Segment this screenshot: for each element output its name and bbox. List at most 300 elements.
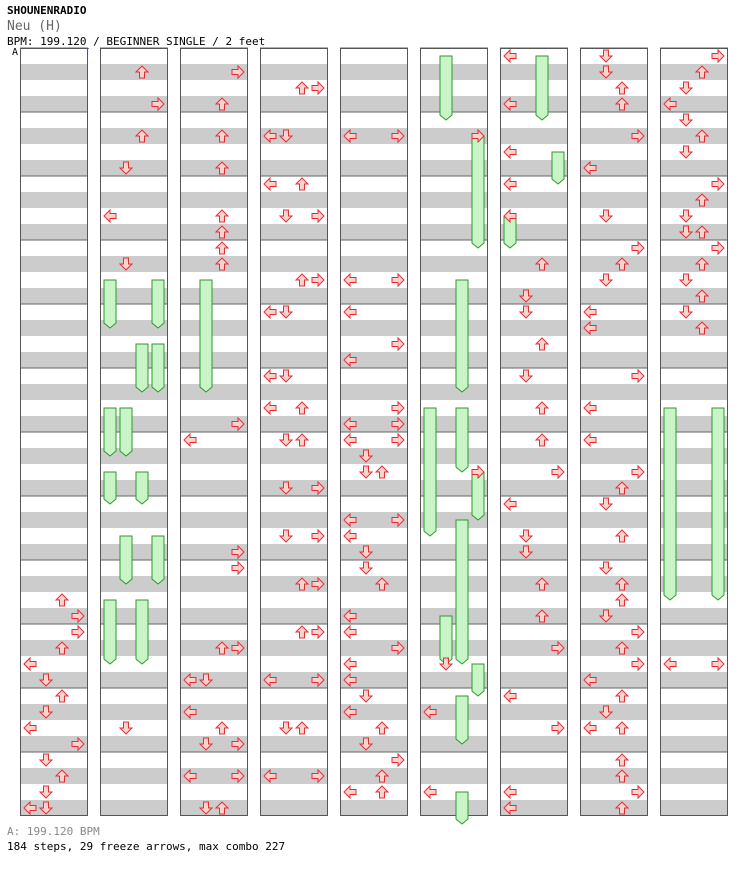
beat-stripe — [260, 608, 328, 624]
beat-stripe — [660, 368, 728, 384]
beat-stripe — [660, 736, 728, 752]
beat-stripe — [100, 256, 168, 272]
beat-stripe — [500, 608, 568, 624]
freeze-arrow — [456, 280, 468, 392]
beat-stripe — [180, 352, 248, 368]
beat-stripe — [660, 192, 728, 208]
beat-stripe — [340, 544, 408, 560]
beat-stripe — [100, 176, 168, 192]
beat-stripe — [500, 304, 568, 320]
beat-stripe — [260, 512, 328, 528]
beat-stripe — [260, 352, 328, 368]
freeze-arrow — [136, 600, 148, 664]
beat-stripe — [500, 480, 568, 496]
beat-stripe — [580, 48, 648, 64]
beat-stripe — [420, 624, 488, 640]
beat-stripe — [500, 400, 568, 416]
beat-stripe — [660, 80, 728, 96]
beat-stripe — [580, 704, 648, 720]
beat-stripe — [340, 160, 408, 176]
song-title: SHOUNENRADIO — [7, 4, 87, 17]
beat-stripe — [260, 224, 328, 240]
beat-stripe — [340, 592, 408, 608]
beat-stripe — [20, 496, 88, 512]
beat-stripe — [500, 592, 568, 608]
beat-stripe — [100, 224, 168, 240]
beat-stripe — [580, 640, 648, 656]
beat-stripe — [20, 432, 88, 448]
beat-stripe — [660, 352, 728, 368]
beat-stripe — [580, 176, 648, 192]
beat-stripe — [20, 112, 88, 128]
beat-stripe — [260, 784, 328, 800]
chart-info: BPM: 199.120 / BEGINNER SINGLE / 2 feet — [7, 35, 266, 48]
beat-stripe — [100, 240, 168, 256]
beat-stripe — [260, 720, 328, 736]
beat-stripe — [260, 544, 328, 560]
beat-stripe — [420, 752, 488, 768]
beat-stripe — [260, 448, 328, 464]
beat-stripe — [180, 720, 248, 736]
beat-stripe — [580, 416, 648, 432]
beat-stripe — [500, 560, 568, 576]
beat-stripe — [420, 768, 488, 784]
beat-stripe — [500, 432, 568, 448]
freeze-arrow — [456, 520, 468, 664]
beat-stripe — [340, 320, 408, 336]
beat-stripe — [100, 784, 168, 800]
beat-stripe — [420, 352, 488, 368]
freeze-arrow — [104, 600, 116, 664]
beat-stripe — [420, 256, 488, 272]
beat-stripe — [660, 272, 728, 288]
beat-stripe — [660, 224, 728, 240]
beat-stripe — [180, 608, 248, 624]
beat-stripe — [340, 720, 408, 736]
beat-stripe — [580, 384, 648, 400]
beat-stripe — [180, 80, 248, 96]
beat-stripe — [180, 448, 248, 464]
beat-stripe — [580, 80, 648, 96]
beat-stripe — [20, 160, 88, 176]
freeze-arrow — [120, 536, 132, 584]
beat-stripe — [260, 688, 328, 704]
beat-stripe — [660, 288, 728, 304]
beat-stripe — [500, 512, 568, 528]
beat-stripe — [660, 112, 728, 128]
beat-stripe — [500, 272, 568, 288]
beat-stripe — [180, 240, 248, 256]
beat-stripe — [100, 704, 168, 720]
beat-stripe — [20, 688, 88, 704]
beat-stripe — [180, 496, 248, 512]
beat-stripe — [660, 160, 728, 176]
beat-stripe — [100, 144, 168, 160]
beat-stripe — [420, 384, 488, 400]
beat-stripe — [420, 288, 488, 304]
beat-stripe — [260, 64, 328, 80]
beat-stripe — [20, 512, 88, 528]
beat-stripe — [340, 48, 408, 64]
beat-stripe — [180, 304, 248, 320]
beat-stripe — [260, 96, 328, 112]
beat-stripe — [660, 144, 728, 160]
freeze-arrow — [664, 408, 676, 600]
beat-stripe — [420, 368, 488, 384]
beat-stripe — [340, 96, 408, 112]
beat-stripe — [580, 272, 648, 288]
beat-stripe — [260, 640, 328, 656]
beat-stripe — [660, 608, 728, 624]
beat-stripe — [420, 96, 488, 112]
beat-stripe — [340, 112, 408, 128]
beat-stripe — [420, 720, 488, 736]
beat-stripe — [180, 272, 248, 288]
beat-stripe — [100, 192, 168, 208]
beat-stripe — [100, 160, 168, 176]
beat-stripe — [340, 368, 408, 384]
beat-stripe — [100, 752, 168, 768]
beat-stripe — [180, 176, 248, 192]
beat-stripe — [260, 416, 328, 432]
beat-stripe — [180, 512, 248, 528]
beat-stripe — [20, 192, 88, 208]
beat-stripe — [260, 48, 328, 64]
beat-stripe — [660, 752, 728, 768]
beat-stripe — [260, 560, 328, 576]
beat-stripe — [500, 256, 568, 272]
beat-stripe — [500, 112, 568, 128]
freeze-arrow — [104, 472, 116, 504]
beat-stripe — [660, 64, 728, 80]
beat-stripe — [180, 528, 248, 544]
beat-stripe — [500, 624, 568, 640]
freeze-arrow — [136, 472, 148, 504]
beat-stripe — [20, 784, 88, 800]
beat-stripe — [580, 192, 648, 208]
freeze-arrow — [200, 280, 212, 392]
beat-stripe — [180, 368, 248, 384]
beat-stripe — [180, 112, 248, 128]
beat-stripe — [500, 752, 568, 768]
beat-stripe — [260, 736, 328, 752]
beat-stripe — [500, 528, 568, 544]
beat-stripe — [660, 800, 728, 816]
beat-stripe — [420, 592, 488, 608]
beat-stripe — [260, 432, 328, 448]
beat-stripe — [20, 400, 88, 416]
beat-stripe — [500, 336, 568, 352]
beat-stripe — [420, 576, 488, 592]
beat-stripe — [100, 48, 168, 64]
beat-stripe — [260, 256, 328, 272]
beat-stripe — [660, 256, 728, 272]
beat-stripe — [100, 720, 168, 736]
difficulty-label: Neu (H) — [7, 19, 62, 34]
beat-stripe — [580, 528, 648, 544]
beat-stripe — [500, 384, 568, 400]
beat-stripe — [420, 736, 488, 752]
beat-stripe — [500, 128, 568, 144]
beat-stripe — [20, 768, 88, 784]
beat-stripe — [660, 208, 728, 224]
beat-stripe — [260, 144, 328, 160]
beat-stripe — [340, 496, 408, 512]
beat-stripe — [580, 64, 648, 80]
beat-stripe — [20, 368, 88, 384]
beat-stripe — [340, 176, 408, 192]
beat-stripe — [180, 384, 248, 400]
beat-stripe — [20, 128, 88, 144]
beat-stripe — [180, 624, 248, 640]
beat-stripe — [260, 112, 328, 128]
beat-stripe — [260, 288, 328, 304]
beat-stripe — [20, 64, 88, 80]
beat-stripe — [180, 752, 248, 768]
beat-stripe — [500, 448, 568, 464]
beat-stripe — [420, 320, 488, 336]
beat-stripe — [660, 320, 728, 336]
beat-stripe — [580, 496, 648, 512]
freeze-arrow — [120, 408, 132, 456]
freeze-arrow — [104, 408, 116, 456]
beat-stripe — [20, 592, 88, 608]
beat-stripe — [340, 64, 408, 80]
beat-stripe — [180, 96, 248, 112]
beat-stripe — [180, 336, 248, 352]
beat-stripe — [20, 528, 88, 544]
beat-stripe — [660, 688, 728, 704]
beat-stripe — [420, 112, 488, 128]
freeze-arrow — [152, 344, 164, 392]
beat-stripe — [580, 448, 648, 464]
freeze-arrow — [424, 408, 436, 536]
beat-stripe — [180, 224, 248, 240]
beat-stripe — [420, 560, 488, 576]
beat-stripe — [20, 336, 88, 352]
beat-stripe — [100, 112, 168, 128]
beat-stripe — [580, 544, 648, 560]
beat-stripe — [20, 384, 88, 400]
beat-stripe — [20, 96, 88, 112]
beat-stripe — [500, 544, 568, 560]
beat-stripe — [260, 704, 328, 720]
beat-stripe — [20, 352, 88, 368]
beat-stripe — [260, 320, 328, 336]
freeze-arrow — [104, 280, 116, 328]
beat-stripe — [20, 48, 88, 64]
beat-stripe — [340, 208, 408, 224]
beat-stripe — [260, 800, 328, 816]
beat-stripe — [340, 736, 408, 752]
beat-stripe — [20, 272, 88, 288]
beat-stripe — [580, 560, 648, 576]
bpm-marker-label: A — [12, 47, 19, 58]
beat-stripe — [340, 688, 408, 704]
beat-stripe — [180, 592, 248, 608]
beat-stripe — [260, 496, 328, 512]
beat-stripe — [500, 320, 568, 336]
beat-stripe — [20, 464, 88, 480]
beat-stripe — [420, 608, 488, 624]
beat-stripe — [260, 336, 328, 352]
beat-stripe — [340, 560, 408, 576]
beat-stripe — [580, 112, 648, 128]
beat-stripe — [340, 144, 408, 160]
beat-stripe — [340, 256, 408, 272]
beat-stripe — [580, 512, 648, 528]
beat-stripe — [660, 624, 728, 640]
beat-stripe — [20, 704, 88, 720]
beat-stripe — [180, 288, 248, 304]
beat-stripe — [260, 464, 328, 480]
freeze-arrow — [472, 472, 484, 520]
beat-stripe — [260, 192, 328, 208]
beat-stripe — [260, 384, 328, 400]
beat-stripe — [660, 672, 728, 688]
beat-stripe — [100, 80, 168, 96]
beat-stripe — [180, 480, 248, 496]
beat-stripe — [340, 768, 408, 784]
beat-stripe — [500, 768, 568, 784]
beat-stripe — [260, 656, 328, 672]
beat-stripe — [20, 176, 88, 192]
beat-stripe — [580, 96, 648, 112]
beat-stripe — [260, 592, 328, 608]
freeze-arrow — [440, 56, 452, 120]
beat-stripe — [180, 400, 248, 416]
beat-stripe — [580, 688, 648, 704]
beat-stripe — [580, 208, 648, 224]
beat-stripe — [20, 672, 88, 688]
beat-stripe — [100, 688, 168, 704]
beat-stripe — [500, 656, 568, 672]
beat-stripe — [580, 336, 648, 352]
beat-stripe — [20, 640, 88, 656]
beat-stripe — [20, 544, 88, 560]
beat-stripe — [100, 800, 168, 816]
beat-stripe — [420, 544, 488, 560]
freeze-arrow — [456, 792, 468, 824]
beat-stripe — [660, 384, 728, 400]
freeze-arrow — [440, 616, 452, 664]
freeze-arrow — [712, 408, 724, 600]
freeze-arrow — [456, 408, 468, 472]
beat-stripe — [500, 368, 568, 384]
beat-stripe — [660, 768, 728, 784]
freeze-arrow — [456, 696, 468, 744]
beat-stripe — [260, 752, 328, 768]
beat-stripe — [340, 448, 408, 464]
beat-stripe — [660, 128, 728, 144]
beat-stripe — [180, 656, 248, 672]
beat-stripe — [580, 480, 648, 496]
beat-stripe — [660, 304, 728, 320]
freeze-arrow — [136, 344, 148, 392]
beat-stripe — [420, 272, 488, 288]
beat-stripe — [500, 288, 568, 304]
chart-stats: 184 steps, 29 freeze arrows, max combo 227 — [7, 840, 286, 853]
beat-stripe — [20, 304, 88, 320]
beat-stripe — [340, 480, 408, 496]
beat-stripe — [20, 320, 88, 336]
beat-stripe — [340, 384, 408, 400]
beat-stripe — [180, 688, 248, 704]
freeze-arrow — [152, 280, 164, 328]
beat-stripe — [500, 672, 568, 688]
beat-stripe — [340, 288, 408, 304]
beat-stripe — [100, 128, 168, 144]
beat-stripe — [20, 208, 88, 224]
beat-stripe — [100, 512, 168, 528]
beat-stripe — [20, 576, 88, 592]
beat-stripe — [580, 256, 648, 272]
beat-stripe — [500, 736, 568, 752]
beat-stripe — [500, 352, 568, 368]
beat-stripe — [180, 576, 248, 592]
beat-stripe — [180, 192, 248, 208]
beat-stripe — [580, 768, 648, 784]
beat-stripe — [420, 640, 488, 656]
beat-stripe — [180, 464, 248, 480]
beat-stripe — [580, 144, 648, 160]
beat-stripe — [180, 208, 248, 224]
beat-stripe — [260, 160, 328, 176]
beat-stripe — [660, 784, 728, 800]
beat-stripe — [500, 416, 568, 432]
beat-stripe — [340, 80, 408, 96]
beat-stripe — [660, 720, 728, 736]
beat-stripe — [500, 704, 568, 720]
beat-stripe — [580, 576, 648, 592]
beat-stripe — [100, 672, 168, 688]
beat-stripe — [260, 240, 328, 256]
beat-stripe — [20, 752, 88, 768]
freeze-arrow — [552, 152, 564, 184]
freeze-arrow — [472, 136, 484, 248]
beat-stripe — [180, 256, 248, 272]
beat-stripe — [180, 48, 248, 64]
beat-stripe — [340, 464, 408, 480]
beat-stripe — [340, 240, 408, 256]
beat-stripe — [20, 80, 88, 96]
beat-stripe — [580, 800, 648, 816]
beat-stripe — [420, 336, 488, 352]
bpm-legend: A: 199.120 BPM — [7, 825, 100, 838]
beat-stripe — [20, 480, 88, 496]
beat-stripe — [580, 608, 648, 624]
beat-stripe — [580, 592, 648, 608]
beat-stripe — [420, 800, 488, 816]
beat-stripe — [340, 224, 408, 240]
beat-stripe — [660, 704, 728, 720]
beat-stripe — [180, 144, 248, 160]
beat-stripe — [420, 304, 488, 320]
freeze-arrow — [152, 536, 164, 584]
beat-stripe — [340, 576, 408, 592]
beat-stripe — [500, 80, 568, 96]
beat-stripe — [180, 160, 248, 176]
beat-stripe — [660, 336, 728, 352]
beat-stripe — [100, 736, 168, 752]
beat-stripe — [580, 224, 648, 240]
beat-stripe — [180, 800, 248, 816]
beat-stripe — [660, 640, 728, 656]
beat-stripe — [340, 800, 408, 816]
beat-stripe — [420, 64, 488, 80]
beat-stripe — [420, 80, 488, 96]
beat-stripe — [180, 784, 248, 800]
